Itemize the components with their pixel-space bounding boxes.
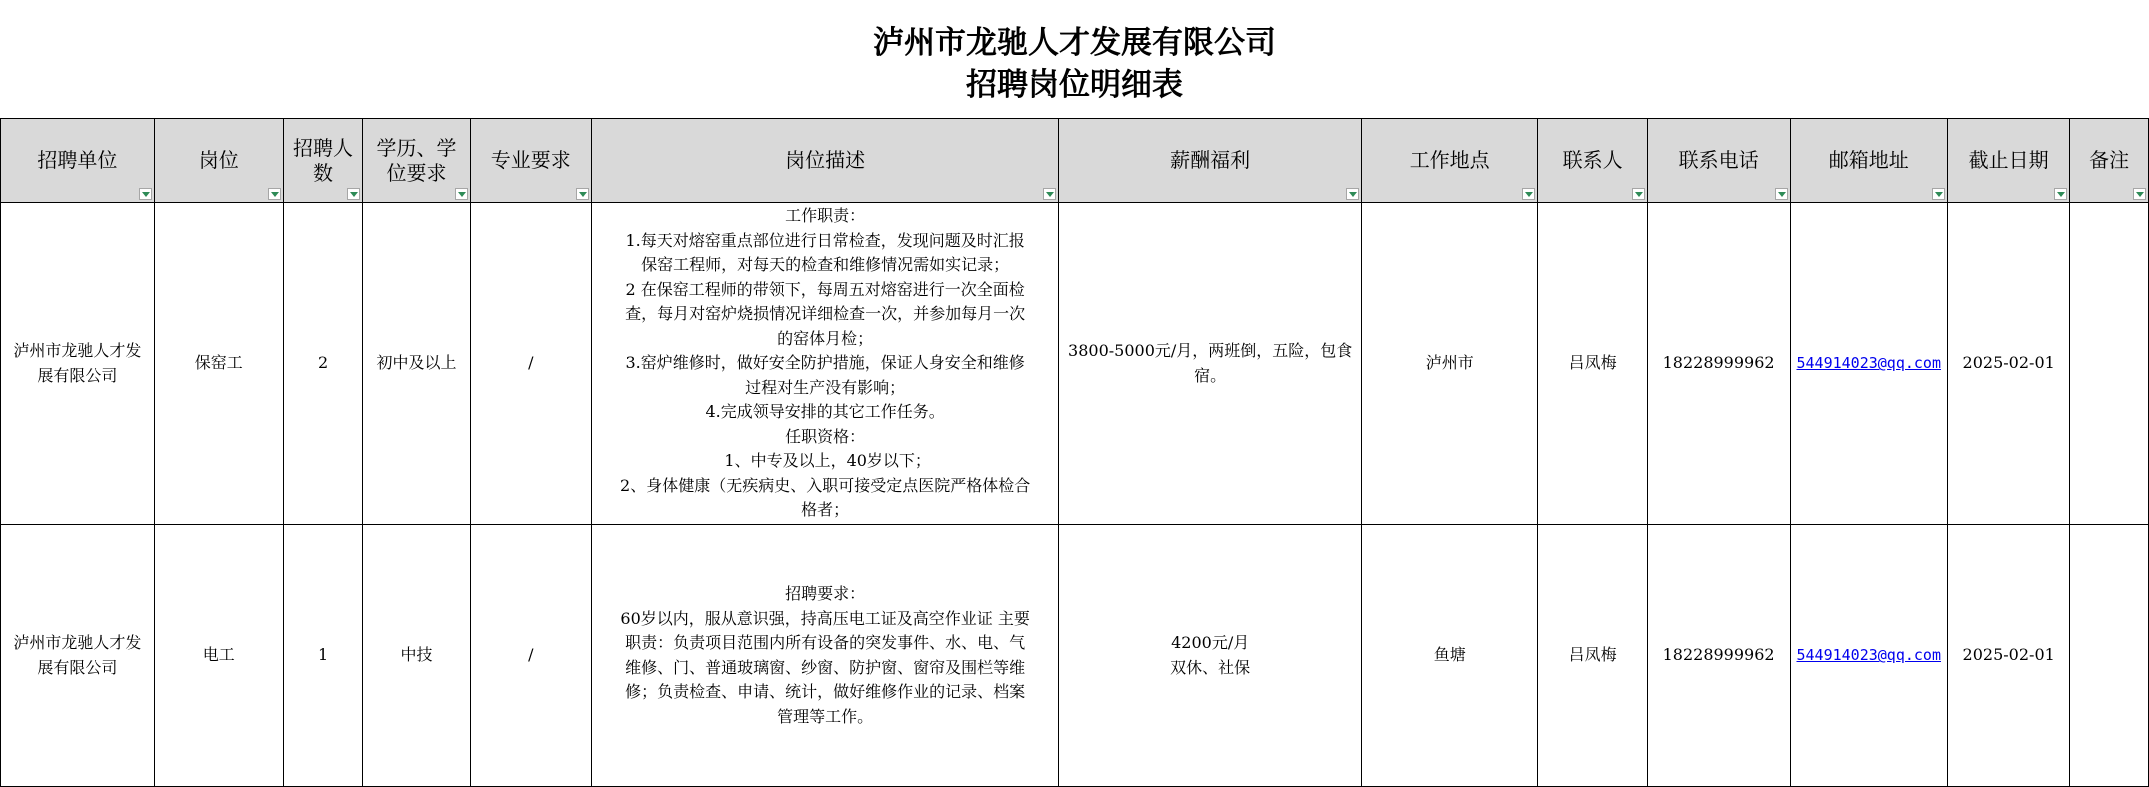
cell-unit: 泸州市龙驰人才发展有限公司 — [1, 203, 155, 525]
header-count-label: 招聘人数 — [293, 135, 354, 185]
cell-remarks — [2070, 203, 2149, 525]
description-line: 职责：负责项目范围内所有设备的突发事件、水、电、气 — [625, 633, 1026, 652]
header-salary-label: 薪酬福利 — [1170, 148, 1251, 172]
filter-dropdown-icon[interactable] — [2054, 188, 2067, 200]
filter-dropdown-icon[interactable] — [1632, 188, 1645, 200]
page-title — [0, 22, 2149, 106]
header-unit-label: 招聘单位 — [37, 148, 118, 172]
header-email-label: 邮箱地址 — [1828, 148, 1909, 172]
cell-description — [591, 525, 1059, 787]
description-line: 保窑工程师，对每天的检查和维修情况需如实记录； — [641, 255, 1010, 275]
cell-unit: 泸州市龙驰人才发展有限公司 — [1, 525, 155, 787]
description-line: 格者； — [801, 500, 850, 520]
header-deadline — [1948, 119, 2070, 203]
description-line: 1、中专及以上，40岁以下； — [719, 451, 931, 471]
cell-position: 电工 — [154, 525, 283, 787]
cell-location: 鱼塘 — [1361, 525, 1538, 787]
description-line: 的窑体月检； — [777, 328, 874, 348]
header-location-label: 工作地点 — [1409, 148, 1490, 172]
email-link[interactable]: 544914023@qq.com — [1796, 354, 1941, 373]
description-line: 3.窑炉维修时，做好安全防护措施，保证人身安全和维修 — [625, 353, 1025, 373]
description-line: 1.每天对熔窑重点部位进行日常检查，发现问题及时汇报 — [625, 230, 1025, 250]
description-line: 60岁以内，服从意识强，持高压电工证及高空作业证 主要 — [620, 608, 1030, 628]
header-deadline-label: 截止日期 — [1968, 148, 2049, 172]
cell-contact: 吕凤梅 — [1538, 525, 1647, 787]
header-education-label: 学历、学位要求 — [376, 135, 457, 185]
header-phone-label: 联系电话 — [1678, 148, 1759, 172]
filter-dropdown-icon[interactable] — [347, 188, 360, 200]
email-link[interactable]: 544914023@qq.com — [1796, 646, 1941, 665]
table-row — [1, 525, 2149, 787]
description-line: 4.完成领导安排的其它工作任务。 — [705, 402, 945, 422]
cell-education: 中技 — [363, 525, 470, 787]
header-major — [470, 119, 591, 203]
cell-count: 1 — [283, 525, 363, 787]
cell-description — [591, 203, 1059, 525]
header-position-label: 岗位 — [198, 148, 239, 172]
header-position — [154, 119, 283, 203]
description-line: 过程对生产没有影响； — [745, 377, 906, 397]
header-education — [363, 119, 470, 203]
salary-line: 4200元/月 — [1171, 633, 1250, 652]
recruitment-table — [0, 118, 2149, 787]
description-line: 2、身体健康（无疾病史、入职可接受定点医院严格体检合 — [620, 475, 1031, 495]
description-line: 管理等工作。 — [777, 706, 874, 726]
header-contact-label: 联系人 — [1562, 148, 1623, 172]
filter-dropdown-icon[interactable] — [1522, 188, 1535, 200]
filter-dropdown-icon[interactable] — [1932, 188, 1945, 200]
filter-dropdown-icon[interactable] — [2133, 188, 2146, 200]
cell-deadline: 2025-02-01 — [1948, 525, 2070, 787]
header-major-label: 专业要求 — [490, 148, 571, 172]
description-line: 招聘要求： — [785, 584, 866, 603]
header-remarks-label: 备注 — [2089, 148, 2130, 172]
cell-education: 初中及以上 — [363, 203, 470, 525]
description-line: 修；负责检查、申请、统计，做好维修作业的记录、档案 — [625, 682, 1026, 701]
description-line: 任职资格： — [785, 426, 866, 446]
filter-dropdown-icon[interactable] — [268, 188, 281, 200]
header-salary — [1059, 119, 1362, 203]
cell-remarks — [2070, 525, 2149, 787]
cell-position: 保窑工 — [154, 203, 283, 525]
cell-major: / — [470, 525, 591, 787]
cell-deadline: 2025-02-01 — [1948, 203, 2070, 525]
title-table: 招聘岗位明细表 — [966, 67, 1183, 103]
filter-dropdown-icon[interactable] — [455, 188, 468, 200]
cell-email — [1790, 203, 1948, 525]
header-location — [1361, 119, 1538, 203]
cell-email — [1790, 525, 1948, 787]
description-line: 查，每月对窑炉烧损情况详细检查一次，并参加每月一次 — [625, 304, 1026, 324]
header-remarks — [2070, 119, 2149, 203]
header-count — [283, 119, 363, 203]
cell-location: 泸州市 — [1361, 203, 1538, 525]
description-line: 2 在保窑工程师的带领下，每周五对熔窑进行一次全面检 — [625, 279, 1025, 299]
header-unit — [1, 119, 155, 203]
cell-phone: 18228999962 — [1647, 203, 1790, 525]
header-description-label: 岗位描述 — [785, 148, 866, 172]
header-description — [591, 119, 1059, 203]
header-row — [1, 119, 2149, 203]
title-company: 泸州市龙驰人才发展有限公司 — [873, 25, 1276, 61]
cell-phone: 18228999962 — [1647, 525, 1790, 787]
description-line: 维修、门、普通玻璃窗、纱窗、防护窗、窗帘及围栏等维 — [625, 657, 1026, 677]
filter-dropdown-icon[interactable] — [1346, 188, 1359, 200]
cell-count: 2 — [283, 203, 363, 525]
cell-salary — [1059, 525, 1362, 787]
cell-salary: 3800-5000元/月，两班倒，五险，包食宿。 — [1059, 203, 1362, 525]
table-row — [1, 203, 2149, 525]
header-contact — [1538, 119, 1647, 203]
header-phone — [1647, 119, 1790, 203]
cell-contact: 吕凤梅 — [1538, 203, 1647, 525]
description-line: 工作职责： — [785, 206, 866, 226]
cell-major: / — [470, 203, 591, 525]
filter-dropdown-icon[interactable] — [139, 188, 152, 200]
header-email — [1790, 119, 1948, 203]
filter-dropdown-icon[interactable] — [576, 188, 589, 200]
filter-dropdown-icon[interactable] — [1775, 188, 1788, 200]
filter-dropdown-icon[interactable] — [1043, 188, 1056, 200]
salary-line: 双休、社保 — [1170, 657, 1251, 677]
